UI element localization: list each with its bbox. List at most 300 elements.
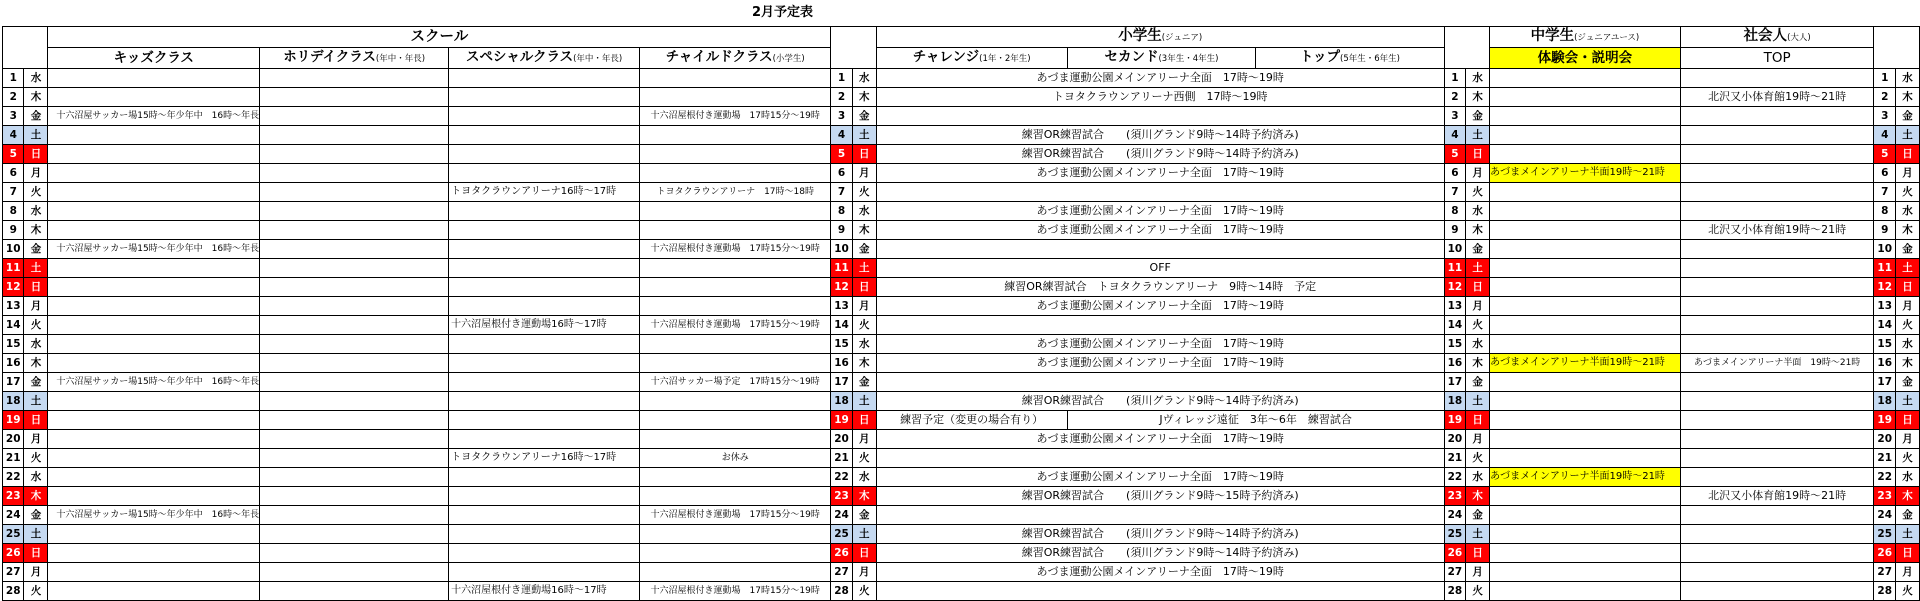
holiday-cell	[260, 259, 449, 278]
page-title: 2月予定表	[751, 5, 814, 20]
kids-cell: 十六沼屋サッカー場15時～年少年中 16時～年長	[48, 240, 260, 259]
weekday-cell-mid1: 火	[852, 316, 876, 335]
date-cell-left: 11	[3, 259, 24, 278]
weekday-cell-mid2: 日	[1466, 145, 1490, 164]
middle-cell	[1490, 126, 1681, 145]
holiday-cell	[260, 354, 449, 373]
adult-cell	[1680, 145, 1874, 164]
weekday-cell-right: 水	[1895, 202, 1919, 221]
adult-cell	[1680, 449, 1874, 468]
table-row	[3, 259, 1920, 278]
weekday-cell-mid1: 月	[852, 563, 876, 582]
weekday-cell-mid1: 水	[852, 202, 876, 221]
special-cell	[449, 126, 640, 145]
holiday-cell	[260, 373, 449, 392]
date-cell-mid1: 13	[831, 297, 852, 316]
adult-cell	[1680, 544, 1874, 563]
weekday-cell-right: 金	[1895, 373, 1919, 392]
middle-cell	[1490, 506, 1681, 525]
weekday-cell-left: 火	[24, 449, 48, 468]
date-cell-left: 4	[3, 126, 24, 145]
date-cell-right: 13	[1874, 297, 1895, 316]
holiday-cell	[260, 449, 449, 468]
weekday-cell-mid1: 月	[852, 164, 876, 183]
special-cell: 十六沼屋根付き運動場16時～17時	[449, 582, 640, 601]
table-row	[3, 164, 1920, 183]
child-cell	[640, 88, 831, 107]
kids-cell	[48, 430, 260, 449]
special-cell	[449, 240, 640, 259]
date-cell-mid1: 6	[831, 164, 852, 183]
middle-cell	[1490, 145, 1681, 164]
elementary-cell: 練習OR練習試合 (須川グランド9時～14時予約済み)	[876, 544, 1444, 563]
date-cell-mid1: 10	[831, 240, 852, 259]
weekday-cell-left: 日	[24, 411, 48, 430]
date-cell-mid2: 21	[1444, 449, 1465, 468]
header-blank-mid1	[831, 27, 876, 48]
date-cell-mid2: 9	[1444, 221, 1465, 240]
weekday-cell-mid2: 月	[1466, 563, 1490, 582]
adult-cell	[1680, 183, 1874, 202]
elementary-cell: Jヴィレッジ遠征 3年～6年 練習試合	[1067, 411, 1444, 430]
adult-cell	[1680, 392, 1874, 411]
middle-cell	[1490, 335, 1681, 354]
kids-cell	[48, 335, 260, 354]
adult-cell	[1680, 525, 1874, 544]
weekday-cell-mid2: 日	[1466, 278, 1490, 297]
weekday-cell-left: 水	[24, 69, 48, 88]
weekday-cell-mid1: 土	[852, 525, 876, 544]
date-cell-right: 5	[1874, 145, 1895, 164]
weekday-cell-mid1: 火	[852, 449, 876, 468]
weekday-cell-left: 木	[24, 354, 48, 373]
date-cell-right: 26	[1874, 544, 1895, 563]
child-cell	[640, 411, 831, 430]
elementary-cell	[876, 107, 1444, 126]
child-cell	[640, 164, 831, 183]
kids-cell	[48, 164, 260, 183]
weekday-cell-mid1: 土	[852, 392, 876, 411]
date-cell-right: 19	[1874, 411, 1895, 430]
weekday-cell-mid2: 火	[1466, 316, 1490, 335]
middle-cell	[1490, 297, 1681, 316]
date-cell-right: 12	[1874, 278, 1895, 297]
weekday-cell-mid1: 水	[852, 335, 876, 354]
weekday-cell-left: 水	[24, 202, 48, 221]
weekday-cell-left: 木	[24, 487, 48, 506]
date-cell-right: 23	[1874, 487, 1895, 506]
weekday-cell-mid1: 月	[852, 297, 876, 316]
weekday-cell-mid2: 水	[1466, 335, 1490, 354]
child-cell	[640, 335, 831, 354]
elementary-cell: あづま運動公園メインアリーナ全面 17時～19時	[876, 297, 1444, 316]
special-cell	[449, 297, 640, 316]
date-cell-mid2: 7	[1444, 183, 1465, 202]
weekday-cell-left: 金	[24, 107, 48, 126]
elementary-cell	[876, 316, 1444, 335]
holiday-cell	[260, 145, 449, 164]
special-cell	[449, 107, 640, 126]
weekday-cell-left: 土	[24, 126, 48, 145]
weekday-cell-mid1: 木	[852, 354, 876, 373]
kids-cell	[48, 126, 260, 145]
kids-cell	[48, 316, 260, 335]
kids-cell	[48, 202, 260, 221]
weekday-cell-mid2: 土	[1466, 392, 1490, 411]
middle-cell	[1490, 107, 1681, 126]
special-cell	[449, 411, 640, 430]
holiday-cell	[260, 107, 449, 126]
weekday-cell-mid1: 火	[852, 582, 876, 601]
subheader-blank-mid2	[1444, 48, 1489, 69]
date-cell-mid2: 19	[1444, 411, 1465, 430]
special-cell	[449, 88, 640, 107]
elementary-cell: あづま運動公園メインアリーナ全面 17時～19時	[876, 69, 1444, 88]
special-cell	[449, 544, 640, 563]
date-cell-mid2: 6	[1444, 164, 1465, 183]
date-cell-right: 8	[1874, 202, 1895, 221]
special-cell	[449, 259, 640, 278]
kids-cell	[48, 544, 260, 563]
kids-cell	[48, 487, 260, 506]
special-cell	[449, 221, 640, 240]
weekday-cell-mid2: 日	[1466, 544, 1490, 563]
subheader-blank-left	[3, 48, 48, 69]
holiday-cell	[260, 221, 449, 240]
date-cell-mid2: 8	[1444, 202, 1465, 221]
child-cell	[640, 525, 831, 544]
header-adult: 社会人(大人)	[1680, 27, 1874, 48]
date-cell-left: 10	[3, 240, 24, 259]
date-cell-mid2: 26	[1444, 544, 1465, 563]
elementary-cell: あづま運動公園メインアリーナ全面 17時～19時	[876, 468, 1444, 487]
holiday-cell	[260, 544, 449, 563]
weekday-cell-mid1: 金	[852, 107, 876, 126]
weekday-cell-left: 土	[24, 392, 48, 411]
header-blank-right	[1874, 27, 1920, 48]
middle-cell	[1490, 449, 1681, 468]
elementary-cell: 練習OR練習試合 (須川グランド9時～14時予約済み)	[876, 525, 1444, 544]
child-cell	[640, 430, 831, 449]
elementary-cell: 練習OR練習試合 トヨタクラウンアリーナ 9時～14時 予定	[876, 278, 1444, 297]
holiday-cell	[260, 506, 449, 525]
elementary-cell: あづま運動公園メインアリーナ全面 17時～19時	[876, 563, 1444, 582]
middle-cell	[1490, 278, 1681, 297]
weekday-cell-right: 水	[1895, 468, 1919, 487]
weekday-cell-mid1: 月	[852, 430, 876, 449]
date-cell-left: 9	[3, 221, 24, 240]
date-cell-mid1: 15	[831, 335, 852, 354]
middle-cell	[1490, 316, 1681, 335]
holiday-cell	[260, 525, 449, 544]
weekday-cell-left: 水	[24, 468, 48, 487]
holiday-cell	[260, 183, 449, 202]
date-cell-mid1: 25	[831, 525, 852, 544]
special-cell	[449, 487, 640, 506]
adult-cell	[1680, 373, 1874, 392]
table-row	[3, 126, 1920, 145]
table-row	[3, 145, 1920, 164]
kids-cell	[48, 582, 260, 601]
weekday-cell-left: 日	[24, 278, 48, 297]
adult-cell	[1680, 202, 1874, 221]
special-cell	[449, 278, 640, 297]
date-cell-mid2: 5	[1444, 145, 1465, 164]
date-cell-left: 26	[3, 544, 24, 563]
holiday-cell	[260, 430, 449, 449]
weekday-cell-mid1: 木	[852, 221, 876, 240]
date-cell-left: 19	[3, 411, 24, 430]
date-cell-mid2: 15	[1444, 335, 1465, 354]
special-cell	[449, 335, 640, 354]
subheader-blank-mid1	[831, 48, 876, 69]
header-elementary: 小学生(ジュニア)	[876, 27, 1444, 48]
table-row	[3, 297, 1920, 316]
kids-cell	[48, 354, 260, 373]
adult-cell	[1680, 259, 1874, 278]
table-row	[3, 183, 1920, 202]
weekday-cell-right: 土	[1895, 259, 1919, 278]
holiday-cell	[260, 240, 449, 259]
weekday-cell-right: 月	[1895, 164, 1919, 183]
header-blank-left	[3, 27, 48, 48]
date-cell-mid1: 3	[831, 107, 852, 126]
adult-cell	[1680, 297, 1874, 316]
weekday-cell-right: 日	[1895, 145, 1919, 164]
weekday-cell-left: 土	[24, 259, 48, 278]
kids-cell	[48, 525, 260, 544]
weekday-cell-mid2: 金	[1466, 373, 1490, 392]
header-holiday: ホリデイクラス(年中・年長)	[260, 48, 449, 69]
adult-cell: 北沢又小体育館19時～21時	[1680, 88, 1874, 107]
weekday-cell-right: 水	[1895, 335, 1919, 354]
child-cell: 十六沼屋根付き運動場 17時15分～19時	[640, 582, 831, 601]
child-cell	[640, 221, 831, 240]
table-row	[3, 278, 1920, 297]
weekday-cell-left: 月	[24, 164, 48, 183]
weekday-cell-mid1: 日	[852, 411, 876, 430]
elementary-cell	[876, 373, 1444, 392]
child-cell	[640, 392, 831, 411]
date-cell-mid1: 4	[831, 126, 852, 145]
date-cell-mid1: 2	[831, 88, 852, 107]
table-row	[3, 544, 1920, 563]
special-cell	[449, 468, 640, 487]
date-cell-left: 15	[3, 335, 24, 354]
middle-cell	[1490, 221, 1681, 240]
date-cell-right: 15	[1874, 335, 1895, 354]
weekday-cell-right: 火	[1895, 316, 1919, 335]
adult-cell	[1680, 69, 1874, 88]
child-cell	[640, 202, 831, 221]
date-cell-mid1: 12	[831, 278, 852, 297]
weekday-cell-mid1: 火	[852, 183, 876, 202]
adult-cell: 北沢又小体育館19時～21時	[1680, 487, 1874, 506]
weekday-cell-right: 木	[1895, 221, 1919, 240]
date-cell-left: 14	[3, 316, 24, 335]
date-cell-left: 2	[3, 88, 24, 107]
special-cell: トヨタクラウンアリーナ16時～17時	[449, 183, 640, 202]
weekday-cell-right: 月	[1895, 297, 1919, 316]
subheader-blank-right	[1874, 48, 1920, 69]
table-row	[3, 202, 1920, 221]
weekday-cell-right: 火	[1895, 183, 1919, 202]
weekday-cell-mid2: 金	[1466, 240, 1490, 259]
weekday-cell-right: 月	[1895, 430, 1919, 449]
adult-cell	[1680, 107, 1874, 126]
kids-cell: 十六沼屋サッカー場15時～年少年中 16時～年長	[48, 506, 260, 525]
child-cell: お休み	[640, 449, 831, 468]
kids-cell	[48, 88, 260, 107]
table-row	[3, 563, 1920, 582]
date-cell-right: 7	[1874, 183, 1895, 202]
adult-cell	[1680, 430, 1874, 449]
special-cell	[449, 202, 640, 221]
weekday-cell-mid1: 土	[852, 126, 876, 145]
date-cell-mid2: 17	[1444, 373, 1465, 392]
holiday-cell	[260, 316, 449, 335]
weekday-cell-left: 月	[24, 297, 48, 316]
special-cell	[449, 373, 640, 392]
table-row	[3, 487, 1920, 506]
header-middle-sub: 体験会・説明会	[1490, 48, 1681, 69]
special-cell	[449, 69, 640, 88]
date-cell-mid2: 14	[1444, 316, 1465, 335]
middle-cell	[1490, 411, 1681, 430]
date-cell-right: 11	[1874, 259, 1895, 278]
child-cell	[640, 468, 831, 487]
special-cell	[449, 563, 640, 582]
date-cell-mid2: 16	[1444, 354, 1465, 373]
kids-cell	[48, 278, 260, 297]
holiday-cell	[260, 278, 449, 297]
elementary-cell: 練習OR練習試合 (須川グランド9時～14時予約済み)	[876, 145, 1444, 164]
weekday-cell-mid2: 火	[1466, 183, 1490, 202]
weekday-cell-mid2: 水	[1466, 69, 1490, 88]
holiday-cell	[260, 468, 449, 487]
date-cell-left: 20	[3, 430, 24, 449]
elementary-cell: 練習OR練習試合 (須川グランド9時～14時予約済み)	[876, 126, 1444, 145]
date-cell-right: 17	[1874, 373, 1895, 392]
date-cell-mid1: 26	[831, 544, 852, 563]
holiday-cell	[260, 335, 449, 354]
date-cell-mid1: 27	[831, 563, 852, 582]
table-row	[3, 69, 1920, 88]
date-cell-right: 20	[1874, 430, 1895, 449]
child-cell	[640, 278, 831, 297]
date-cell-left: 1	[3, 69, 24, 88]
date-cell-mid1: 5	[831, 145, 852, 164]
date-cell-left: 3	[3, 107, 24, 126]
header-adult-sub: TOP	[1680, 48, 1874, 69]
middle-cell	[1490, 392, 1681, 411]
date-cell-mid2: 22	[1444, 468, 1465, 487]
weekday-cell-right: 金	[1895, 506, 1919, 525]
middle-cell	[1490, 525, 1681, 544]
header-challenge: チャレンジ(1年・2年生)	[876, 48, 1067, 69]
adult-cell: 北沢又小体育館19時～21時	[1680, 221, 1874, 240]
holiday-cell	[260, 202, 449, 221]
elementary-cell	[876, 449, 1444, 468]
table-row	[3, 240, 1920, 259]
holiday-cell	[260, 164, 449, 183]
weekday-cell-mid2: 木	[1466, 221, 1490, 240]
weekday-cell-mid2: 火	[1466, 582, 1490, 601]
weekday-cell-left: 日	[24, 145, 48, 164]
special-cell	[449, 145, 640, 164]
kids-cell	[48, 221, 260, 240]
table-row	[3, 525, 1920, 544]
weekday-cell-right: 木	[1895, 354, 1919, 373]
adult-cell	[1680, 126, 1874, 145]
weekday-cell-mid2: 金	[1466, 107, 1490, 126]
middle-cell	[1490, 544, 1681, 563]
weekday-cell-left: 金	[24, 373, 48, 392]
child-cell	[640, 145, 831, 164]
date-cell-mid1: 7	[831, 183, 852, 202]
date-cell-left: 27	[3, 563, 24, 582]
weekday-cell-right: 火	[1895, 449, 1919, 468]
date-cell-mid2: 4	[1444, 126, 1465, 145]
date-cell-right: 10	[1874, 240, 1895, 259]
elementary-cell	[876, 240, 1444, 259]
weekday-cell-mid1: 金	[852, 240, 876, 259]
holiday-cell	[260, 411, 449, 430]
holiday-cell	[260, 126, 449, 145]
weekday-cell-left: 月	[24, 430, 48, 449]
date-cell-right: 28	[1874, 582, 1895, 601]
special-cell	[449, 525, 640, 544]
kids-cell: 十六沼屋サッカー場15時～年少年中 16時～年長	[48, 107, 260, 126]
date-cell-right: 2	[1874, 88, 1895, 107]
table-row	[3, 107, 1920, 126]
weekday-cell-left: 水	[24, 335, 48, 354]
date-cell-mid1: 18	[831, 392, 852, 411]
date-cell-mid1: 8	[831, 202, 852, 221]
date-cell-mid2: 27	[1444, 563, 1465, 582]
date-cell-right: 27	[1874, 563, 1895, 582]
holiday-cell	[260, 487, 449, 506]
date-cell-mid1: 22	[831, 468, 852, 487]
child-cell	[640, 544, 831, 563]
weekday-cell-mid1: 水	[852, 468, 876, 487]
date-cell-right: 24	[1874, 506, 1895, 525]
date-cell-mid1: 24	[831, 506, 852, 525]
middle-cell: あづまメインアリーナ半面19時～21時	[1490, 468, 1681, 487]
elementary-cell: あづま運動公園メインアリーナ全面 17時～19時	[876, 335, 1444, 354]
weekday-cell-right: 金	[1895, 240, 1919, 259]
weekday-cell-mid2: 木	[1466, 88, 1490, 107]
date-cell-left: 25	[3, 525, 24, 544]
date-cell-mid2: 10	[1444, 240, 1465, 259]
weekday-cell-left: 土	[24, 525, 48, 544]
weekday-cell-mid2: 月	[1466, 164, 1490, 183]
table-row	[3, 392, 1920, 411]
weekday-cell-left: 火	[24, 316, 48, 335]
header-school: スクール	[48, 27, 831, 48]
date-cell-right: 1	[1874, 69, 1895, 88]
middle-cell	[1490, 240, 1681, 259]
date-cell-right: 4	[1874, 126, 1895, 145]
weekday-cell-mid2: 金	[1466, 506, 1490, 525]
kids-cell	[48, 69, 260, 88]
date-cell-left: 23	[3, 487, 24, 506]
holiday-cell	[260, 88, 449, 107]
weekday-cell-mid2: 木	[1466, 487, 1490, 506]
kids-cell	[48, 468, 260, 487]
child-cell	[640, 297, 831, 316]
weekday-cell-left: 金	[24, 506, 48, 525]
